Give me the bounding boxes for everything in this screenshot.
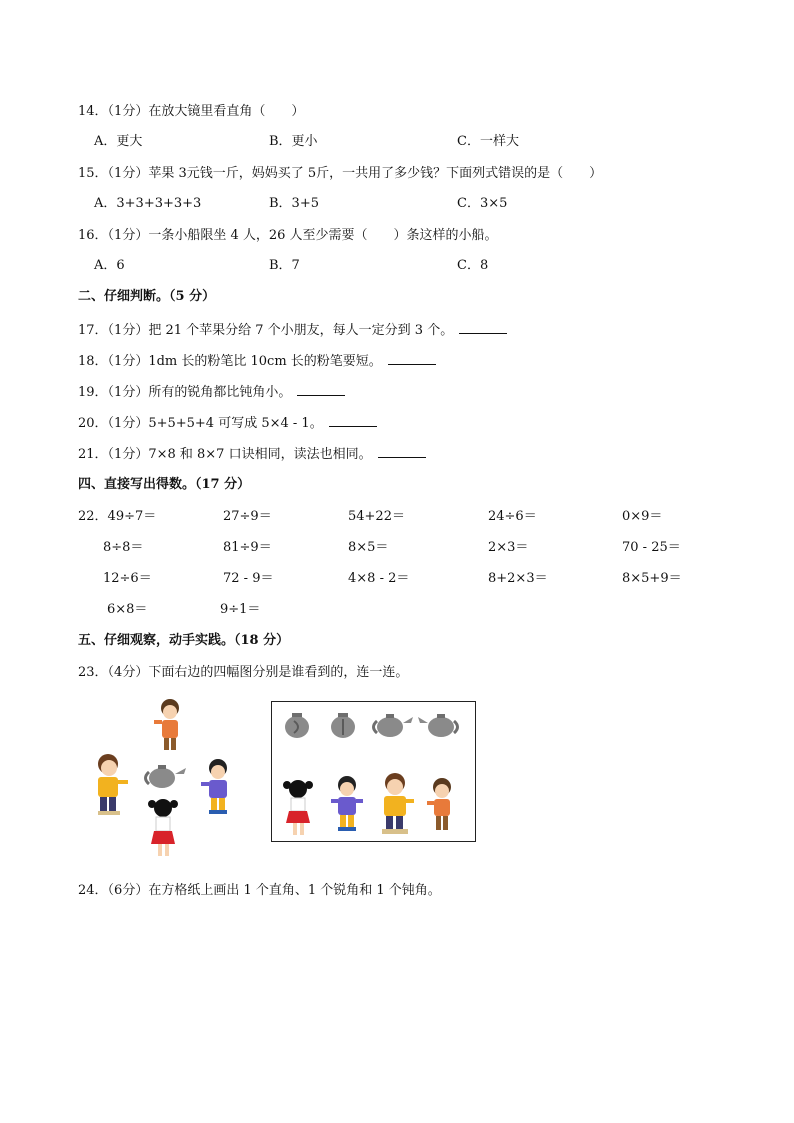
calc-item: 12÷6＝ bbox=[103, 571, 152, 586]
teapot-view-4 bbox=[418, 714, 458, 737]
calc-item: 4×8 - 2＝ bbox=[348, 571, 410, 586]
judge-item-19: 19．（1分）所有的锐角都比钝角小。 bbox=[78, 383, 345, 401]
question-15-stem: 15．（1分）苹果 3元钱一斤，妈妈买了 5斤，一共用了多少钱？下面列式错误的是（ ） bbox=[78, 166, 603, 181]
calc-item: 9÷1＝ bbox=[220, 602, 261, 617]
question-23-stem: 23．（4分）下面右边的四幅图分别是谁看到的，连一连。 bbox=[78, 665, 409, 680]
q15-option-a: A．3+3+3+3+3 bbox=[94, 196, 202, 211]
teapot-view-2 bbox=[331, 713, 355, 738]
judge-item-17: 17．（1分）把 21 个苹果分给 7 个小朋友，每人一定分到 3 个。 bbox=[78, 321, 507, 339]
answer-blank[interactable] bbox=[297, 383, 345, 396]
calc-item: 8+2×3＝ bbox=[488, 571, 548, 586]
girl-orange-view bbox=[427, 778, 451, 830]
teapot-view-3 bbox=[374, 714, 414, 737]
judge-item-21: 21．（1分）7×8 和 8×7 口诀相同，读法也相同。 bbox=[78, 445, 426, 463]
calc-item: 72 - 9＝ bbox=[223, 571, 274, 586]
q16-option-b: B．7 bbox=[269, 258, 300, 273]
views-illustration bbox=[276, 705, 472, 839]
question-14-stem: 14．（1分）在放大镜里看直角（ ） bbox=[78, 104, 305, 119]
q14-option-a: A．更大 bbox=[94, 134, 143, 149]
q14-option-c: C．一样大 bbox=[457, 134, 519, 149]
q16-option-c: C．8 bbox=[457, 258, 489, 273]
boy-yellow-figure bbox=[98, 754, 128, 815]
answer-blank[interactable] bbox=[329, 414, 377, 427]
answer-blank[interactable] bbox=[388, 352, 436, 365]
calc-item: 70 - 25＝ bbox=[622, 540, 681, 555]
question-16-stem: 16．（1分）一条小船限坐 4 人，26 人至少需要（ ）条这样的小船。 bbox=[78, 228, 498, 243]
section-5-title: 五、仔细观察，动手实践。（18 分） bbox=[78, 633, 290, 648]
girl-orange-figure bbox=[154, 699, 179, 750]
boy-purple-figure bbox=[201, 759, 227, 814]
calc-item: 54+22＝ bbox=[348, 509, 405, 524]
question-24-stem: 24．（6分）在方格纸上画出 1 个直角、1 个锐角和 1 个钝角。 bbox=[78, 883, 441, 898]
calc-item: 2×3＝ bbox=[488, 540, 529, 555]
calc-item: 27÷9＝ bbox=[223, 509, 272, 524]
calc-item: 81÷9＝ bbox=[223, 540, 272, 555]
children-around-teapot-illustration bbox=[92, 694, 262, 862]
answer-blank[interactable] bbox=[459, 321, 507, 334]
section-2-title: 二、仔细判断。（5 分） bbox=[78, 289, 216, 304]
calc-item: 0×9＝ bbox=[622, 509, 663, 524]
calc-item: 24÷6＝ bbox=[488, 509, 537, 524]
q16-option-a: A．6 bbox=[94, 258, 125, 273]
q14-option-b: B．更小 bbox=[269, 134, 318, 149]
section-4-title: 四、直接写出得数。（17 分） bbox=[78, 477, 251, 492]
calc-item: 8÷8＝ bbox=[103, 540, 144, 555]
q15-option-c: C．3×5 bbox=[457, 196, 508, 211]
q15-option-b: B．3+5 bbox=[269, 196, 319, 211]
judge-item-18: 18．（1分）1dm 长的粉笔比 10cm 长的粉笔要短。 bbox=[78, 352, 436, 370]
boy-yellow-view bbox=[382, 773, 414, 834]
girl-red-skirt-figure bbox=[148, 799, 178, 856]
boy-purple-view bbox=[331, 776, 363, 831]
calc-item: 8×5＝ bbox=[348, 540, 389, 555]
teapot-figure bbox=[146, 765, 187, 788]
girl-red-skirt-view bbox=[283, 780, 313, 835]
calc-item: 6×8＝ bbox=[107, 602, 148, 617]
teapot-view-1 bbox=[285, 713, 309, 738]
answer-blank[interactable] bbox=[378, 445, 426, 458]
judge-item-20: 20．（1分）5+5+5+4 可写成 5×4 - 1。 bbox=[78, 414, 377, 432]
calc-item: 8×5+9＝ bbox=[622, 571, 682, 586]
calc-item: 22．49÷7＝ bbox=[78, 509, 157, 524]
